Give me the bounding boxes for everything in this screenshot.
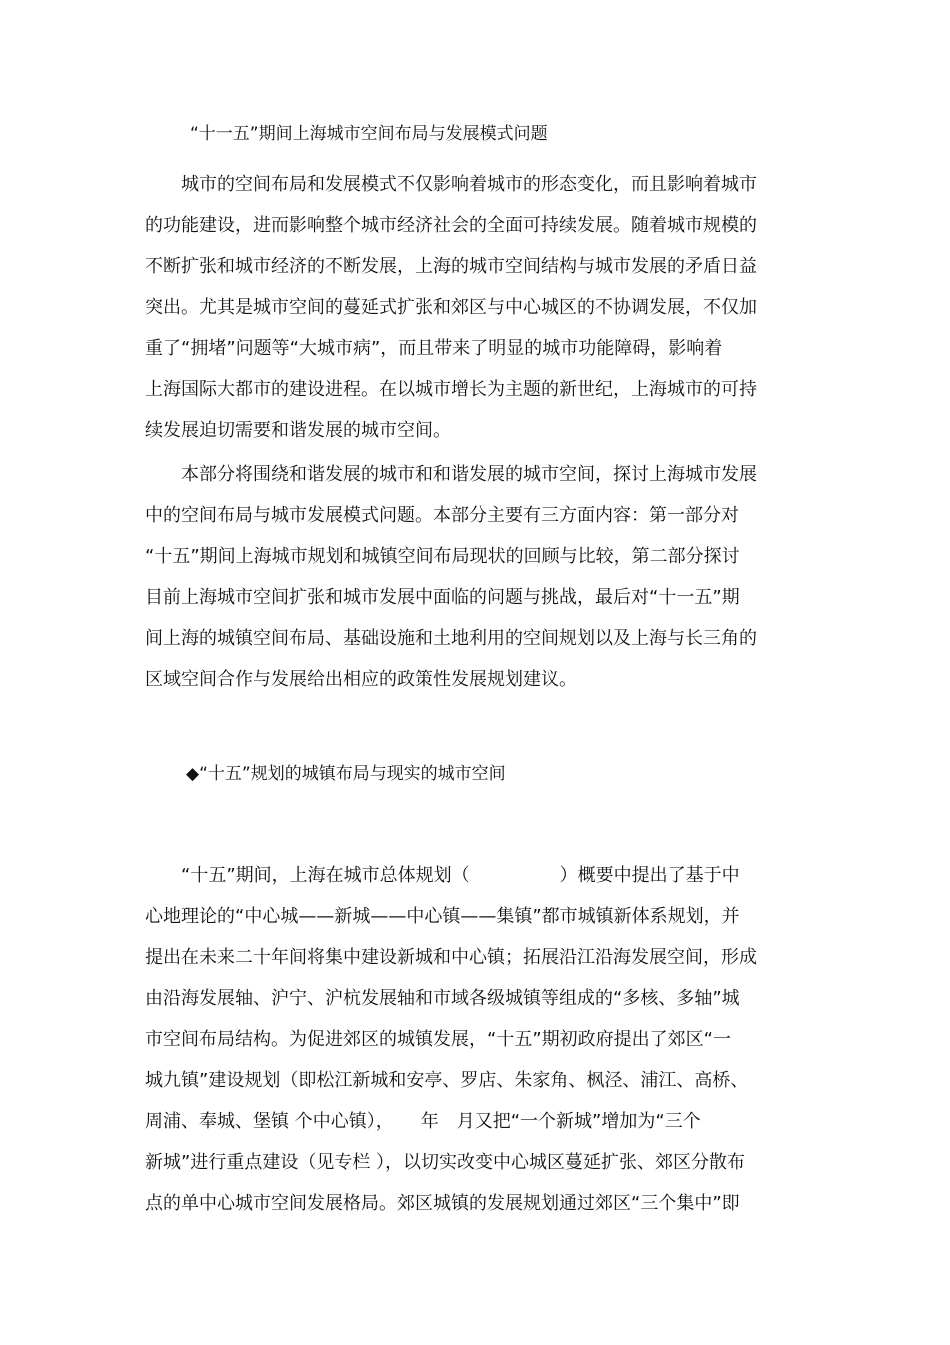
paragraph-line: 重了“拥堵”问题等“大城市病”，而且带来了明显的城市功能障碍，影响着: [145, 338, 723, 359]
paragraph-line: 城九镇”建设规划（即松江新城和安亭、罗店、朱家角、枫泾、浦江、高桥、: [145, 1070, 749, 1091]
paragraph-line: 市空间布局结构。为促进郊区的城镇发展，“十五”期初政府提出了郊区“一: [145, 1029, 731, 1050]
section-heading: ◆“十五”规划的城镇布局与现实的城市空间: [186, 764, 506, 784]
paragraph-line: 周浦、奉城、堡镇 个中心镇）， 年 月又把“一个新城”增加为“三个: [145, 1111, 701, 1132]
paragraph-line: 心地理论的“中心城——新城——中心镇——集镇”都市城镇新体系规划，并: [145, 906, 740, 927]
paragraph-line: 点的单中心城市空间发展格局。郊区城镇的发展规划通过郊区“三个集中”即: [145, 1193, 740, 1214]
paragraph-scope: [145, 454, 825, 700]
paragraph-line: 续发展迫切需要和谐发展的城市空间。: [145, 420, 451, 441]
paragraph-line: 提出在未来二十年间将集中建设新城和中心镇；拓展沿江沿海发展空间，形成: [145, 947, 757, 968]
paragraph-line: “十五”期间上海城市规划和城镇空间布局现状的回顾与比较，第二部分探讨: [145, 546, 740, 567]
paragraph-line: 新城”进行重点建设（见专栏 ），以切实改变中心城区蔓延扩张、郊区分散布: [145, 1152, 746, 1173]
paragraph-line: 目前上海城市空间扩张和城市发展中面临的问题与挑战，最后对“十一五”期: [145, 587, 740, 608]
paragraph-line: 中的空间布局与城市发展模式问题。本部分主要有三方面内容：第一部分对: [145, 505, 739, 526]
paragraph-intro: [145, 164, 825, 451]
paragraph-line: “十五”期间，上海在城市总体规划（ ）概要中提出了基于中: [181, 865, 740, 886]
paragraph-line: 城市的空间布局和发展模式不仅影响着城市的形态变化，而且影响着城市: [181, 174, 757, 195]
paragraph-line: 突出。尤其是城市空间的蔓延式扩张和郊区与中心城区的不协调发展，不仅加: [145, 297, 757, 318]
paragraph-line: 上海国际大都市的建设进程。在以城市增长为主题的新世纪，上海城市的可持: [145, 379, 757, 400]
paragraph-line: 区域空间合作与发展给出相应的政策性发展规划建议。: [145, 669, 577, 690]
paragraph-plan: [145, 855, 825, 1224]
paragraph-line: 由沿海发展轴、沪宁、沪杭发展轴和市域各级城镇等组成的“多核、多轴”城: [145, 988, 740, 1009]
paragraph-line: 不断扩张和城市经济的不断发展，上海的城市空间结构与城市发展的矛盾日益: [145, 256, 757, 277]
paragraph-line: 本部分将围绕和谐发展的城市和和谐发展的城市空间，探讨上海城市发展: [181, 464, 757, 485]
paragraph-line: 间上海的城镇空间布局、基础设施和土地利用的空间规划以及上海与长三角的: [145, 628, 757, 649]
document-title: “十一五”期间上海城市空间布局与发展模式问题: [190, 124, 548, 144]
paragraph-line: 的功能建设，进而影响整个城市经济社会的全面可持续发展。随着城市规模的: [145, 215, 757, 236]
